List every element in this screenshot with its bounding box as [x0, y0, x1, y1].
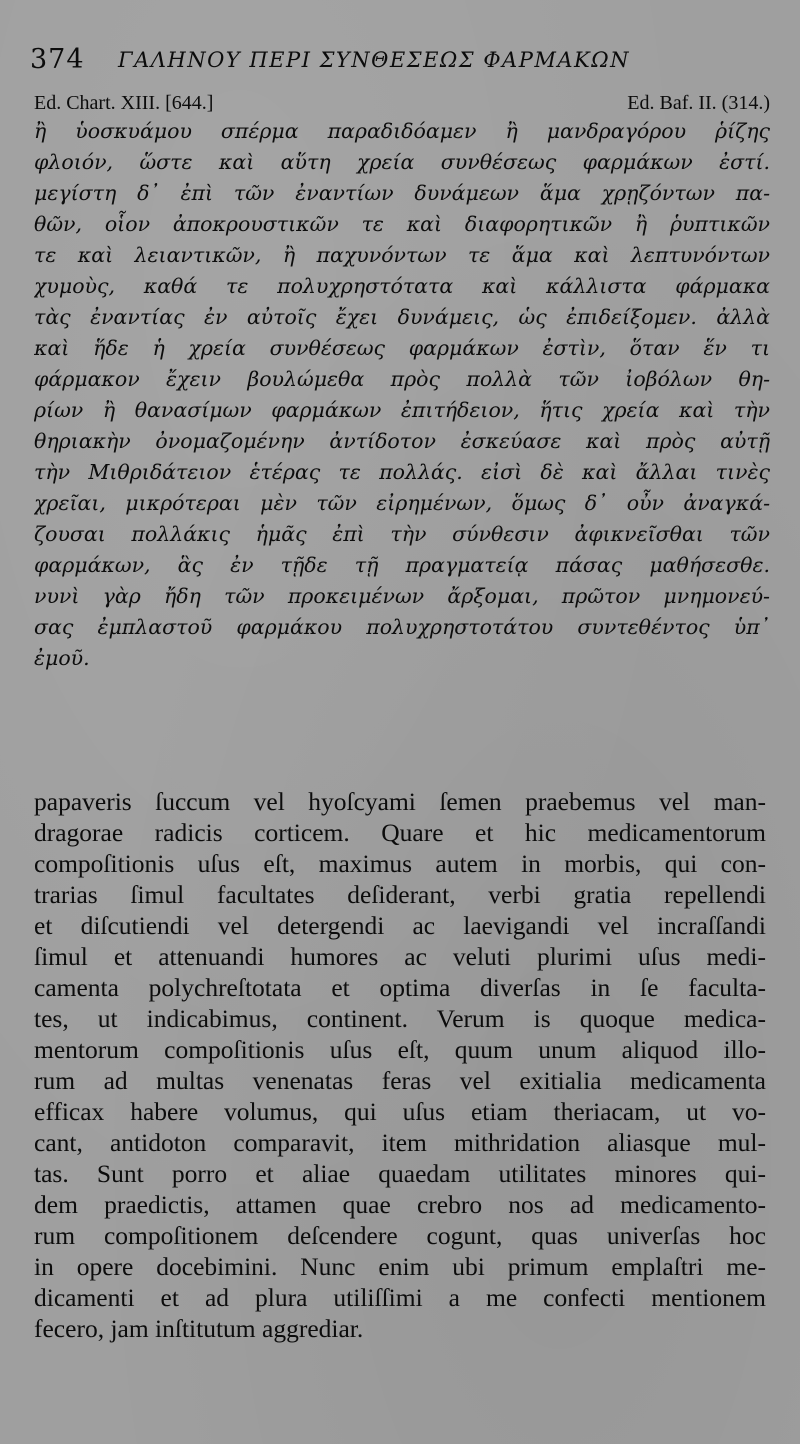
greek-text-block	[34, 116, 770, 674]
latin-line: trarias ſimul facultates deſiderant, verbi gratia repellendi	[34, 880, 766, 909]
greek-line: θηριακὴν ὀνομαζομένην ἀντίδοτον ἐσκεύασε καὶ πρὸς αὐτῇ	[34, 429, 770, 453]
greek-line: νυνὶ γὰρ ἤδη τῶν προκειμένων ἄρξομαι, πρῶτον μνημονεύ-	[34, 584, 770, 608]
greek-line: χυμοὺς, καθά τε πολυχρηστότατα καὶ κάλλιστα φάρμακα	[34, 274, 770, 298]
greek-line: φλοιόν, ὥστε καὶ αὕτη χρεία συνθέσεως φαρμάκων ἐστί.	[34, 150, 770, 174]
greek-line: τὴν Μιθριδάτειον ἑτέρας τε πολλάς. εἰσὶ δὲ καὶ ἄλλαι τινὲς	[34, 460, 770, 484]
latin-line: fecero, jam inſtitutum aggrediar.	[34, 1314, 364, 1343]
latin-line: tas. Sunt porro et aliae quaedam utilitates minores qui-	[34, 1159, 766, 1188]
greek-line: χρεῖαι, μικρότεραι μὲν τῶν εἰρημένων, ὅμως δ᾽ οὖν ἀναγκά-	[34, 491, 770, 515]
greek-line: τὰς ἐναντίας ἐν αὐτοῖς ἔχει δυνάμεις, ὡς ἐπιδείξομεν. ἀλλὰ	[34, 305, 770, 329]
latin-line: papaveris ſuccum vel hyoſcyami ſemen praebemus vel man-	[34, 787, 766, 816]
edition-reference-chartier: Ed. Chart. XIII. [644.]	[34, 92, 214, 114]
greek-line: μεγίστη δ᾽ ἐπὶ τῶν ἐναντίων δυνάμεων ἅμα χρῃζόντων πα-	[34, 181, 770, 205]
latin-line: et diſcutiendi vel detergendi ac laevigandi vel incraſſandi	[34, 911, 766, 940]
latin-line: mentorum compoſitionis uſus eſt, quum unum aliquod illo-	[34, 1035, 766, 1064]
greek-line: σας ἐμπλαστοῦ φαρμάκου πολυχρηστοτάτου συντεθέντος ὑπ᾽	[34, 615, 770, 639]
greek-line: φάρμακον ἔχειν βουλώμεθα πρὸς πολλὰ τῶν ἰοβόλων θη-	[34, 367, 770, 391]
greek-line: φαρμάκων, ἃς ἐν τῇδε τῇ πραγματείᾳ πάσας μαθήσεσθε.	[34, 553, 770, 577]
latin-line: efficax habere volumus, qui uſus etiam theriacam, ut vo-	[34, 1097, 766, 1126]
latin-line: rum compoſitionem deſcendere cogunt, quas univerſas hoc	[34, 1221, 766, 1250]
latin-line: dicamenti et ad plura utiliſſimi a me confecti mentionem	[34, 1283, 766, 1312]
greek-line: θῶν, οἷον ἀποκρουστικῶν τε καὶ διαφορητικῶν ἢ ῥυπτικῶν	[34, 212, 770, 236]
greek-line: τε καὶ λειαντικῶν, ἢ παχυνόντων τε ἅμα καὶ λεπτυνόντων	[34, 243, 770, 267]
latin-line: compoſitionis uſus eſt, maximus autem in morbis, qui con-	[34, 849, 766, 878]
latin-text-block	[34, 786, 766, 1344]
greek-line: καὶ ἥδε ἡ χρεία συνθέσεως φαρμάκων ἐστὶν, ὅταν ἕν τι	[34, 336, 770, 360]
latin-line: dem praedictis, attamen quae crebro nos ad medicamento-	[34, 1190, 766, 1219]
running-head	[30, 44, 770, 80]
greek-line: ἢ ὑοσκυάμου σπέρμα παραδιδόαμεν ἢ μανδραγόρου ῥίζης	[34, 119, 770, 143]
latin-line: in opere docebimini. Nunc enim ubi primum emplaſtri me-	[34, 1252, 766, 1281]
latin-line: camenta polychreſtotata et optima diverſas in ſe faculta-	[34, 973, 766, 1002]
latin-line: dragorae radicis corticem. Quare et hic medicamentorum	[34, 818, 766, 847]
greek-line: ἐμοῦ.	[34, 646, 90, 670]
greek-line: ρίων ἢ θανασίμων φαρμάκων ἐπιτήδειον, ἥτις χρεία καὶ τὴν	[34, 398, 770, 422]
edition-reference-line	[34, 92, 770, 116]
latin-line: ſimul et attenuandi humores ac veluti plurimi uſus medi-	[34, 942, 766, 971]
edition-reference-basel: Ed. Baf. II. (314.)	[627, 92, 770, 114]
running-title: ΓΑΛΗΝΟΥ ΠΕΡΙ ΣΥΝΘΕΣΕΩΣ ΦΑΡΜΑΚΩΝ	[118, 48, 630, 72]
latin-line: tes, ut indicabimus, continent. Verum is quoque medica-	[34, 1004, 766, 1033]
greek-line: ζουσαι πολλάκις ἡμᾶς ἐπὶ τὴν σύνθεσιν ἀφικνεῖσθαι τῶν	[34, 522, 770, 546]
page-number: 374	[30, 44, 85, 75]
latin-line: cant, antidoton comparavit, item mithridation aliasque mul-	[34, 1128, 766, 1157]
latin-line: rum ad multas venenatas feras vel exitialia medicamenta	[34, 1066, 766, 1095]
